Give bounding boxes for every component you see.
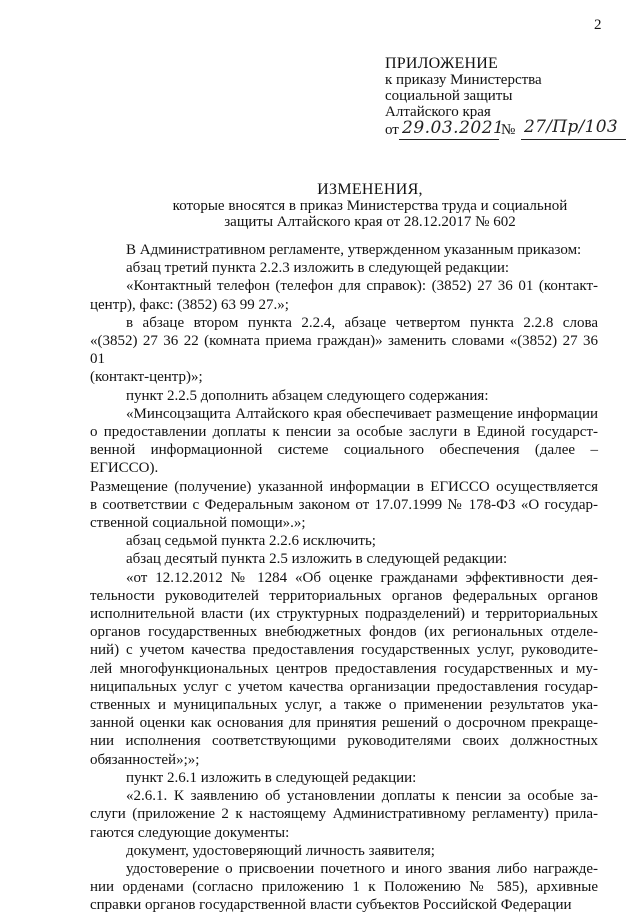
appendix-line: Алтайского края <box>385 104 491 120</box>
paragraph <box>90 787 598 842</box>
document-heading <box>100 182 640 230</box>
text-line: пункт 2.2.5 дополнить абзацем следующего содержания: <box>126 387 489 404</box>
text-line: ственной социальной помощи».»; <box>90 515 306 532</box>
from-label: от <box>385 122 399 138</box>
paragraph <box>90 842 598 860</box>
appendix-line: к приказу Министерства <box>385 72 542 88</box>
text-line: абзац седьмой пункта 2.2.6 исключить; <box>126 533 376 550</box>
paragraph <box>90 387 598 405</box>
text-line: гаются следующие документы: <box>90 824 290 841</box>
text-line: «Контактный телефон (телефон для справок): (3852) 27 36 01 (контакт- <box>126 278 598 295</box>
paragraph <box>90 277 598 313</box>
text-line: ний) с учетом качества предоставления государственных услуг, руководите- <box>90 642 598 659</box>
handwritten-number: 27/Пр/103 <box>524 117 618 137</box>
text-line: «2.6.1. К заявлению об установлении доплаты к пенсии за особые за- <box>126 788 598 805</box>
heading-line: которые вносятся в приказ Министерства труда и социальной <box>172 198 568 214</box>
text-line: обязанностей»;»; <box>90 751 200 768</box>
text-line: «Минсоцзащита Алтайского края обеспечивает размещение информации <box>126 405 598 422</box>
text-line: «(3852) 27 36 22 (комната приема граждан)» заменить словами «(3852) 27 36 01 <box>90 333 598 368</box>
text-line: занной оценки как основания для принятия решений о досрочном прекраще- <box>90 715 598 732</box>
heading-line: защиты Алтайского края от 28.12.2017 № 602 <box>224 214 516 230</box>
text-line: удостоверение о присвоении почетного и иного звания либо награжде- <box>126 860 598 877</box>
text-line: исполнительной власти (их структурных подразделений) и территориальных <box>90 606 598 623</box>
date-underline <box>399 139 499 140</box>
text-line: в соответствии с Федеральным законом от 17.07.1999 № 178-ФЗ «О государ- <box>90 496 598 513</box>
paragraph <box>90 569 598 769</box>
text-line: слуги (приложение 2 к настоящему Административному регламенту) прила- <box>90 806 598 823</box>
paragraph <box>90 405 598 532</box>
appendix-title: ПРИЛОЖЕНИЕ <box>385 55 499 72</box>
text-line: ниципальных услуг с учетом качества организации предоставления государ- <box>90 678 598 695</box>
appendix-line: социальной защиты <box>385 88 513 104</box>
order-date-number <box>385 117 630 142</box>
text-line: пункт 2.6.1 изложить в следующей редакции: <box>126 769 417 786</box>
paragraph <box>90 769 598 787</box>
text-line: тельности руководителей территориальных органов федеральных органов <box>90 587 598 604</box>
text-line: лей многофункциональных центров предоставления государственных и му- <box>90 660 598 677</box>
page-number: 2 <box>594 17 602 33</box>
text-line: документ, удостоверяющий личность заявителя; <box>126 842 435 859</box>
paragraph <box>90 550 598 568</box>
text-line: «от 12.12.2012 № 1284 «Об оценке гражданами эффективности дея- <box>126 569 598 586</box>
paragraph <box>90 314 598 387</box>
text-line: Размещение (получение) указанной информации в ЕГИССО осуществляется <box>90 478 598 495</box>
text-line: справки органов государственной власти субъектов Российской Федерации <box>90 897 572 914</box>
text-line: нии исполнения соответствующими руководителями своих должностных <box>90 733 598 750</box>
document-body <box>90 241 598 915</box>
paragraph <box>90 532 598 550</box>
text-line: центр), факс: (3852) 63 99 27.»; <box>90 296 289 313</box>
handwritten-date: 29.03.2021 <box>402 118 505 138</box>
text-line: ственных и муниципальных услуг, а также о применении результатов ука- <box>90 697 598 714</box>
text-line: о предоставлении доплаты к пенсии за особые заслуги в Единой государст- <box>90 424 598 441</box>
text-line: в абзаце втором пункта 2.2.4, абзаце четвертом пункта 2.2.8 слова <box>126 314 598 331</box>
number-underline <box>521 139 626 140</box>
heading-title: ИЗМЕНЕНИЯ, <box>317 181 423 198</box>
text-line: нии орденами (согласно приложению 1 к Положению № 585), архивные <box>90 879 598 896</box>
text-line: абзац десятый пункта 2.5 изложить в следующей редакции: <box>126 551 508 568</box>
appendix-block <box>385 56 630 142</box>
paragraph <box>90 259 598 277</box>
text-line: венной информационной системе социального обеспечения (далее – ЕГИССО). <box>90 442 598 477</box>
text-line: абзац третий пункта 2.2.3 изложить в следующей редакции: <box>126 260 510 277</box>
number-sign: № <box>501 122 516 138</box>
text-line: В Административном регламенте, утвержденном указанным приказом: <box>126 242 582 258</box>
text-line: органов государственных внебюджетных фондов (их региональных отделе- <box>90 624 598 641</box>
paragraph <box>90 241 598 259</box>
paragraph <box>90 860 598 915</box>
text-line: (контакт-центр)»; <box>90 369 203 386</box>
